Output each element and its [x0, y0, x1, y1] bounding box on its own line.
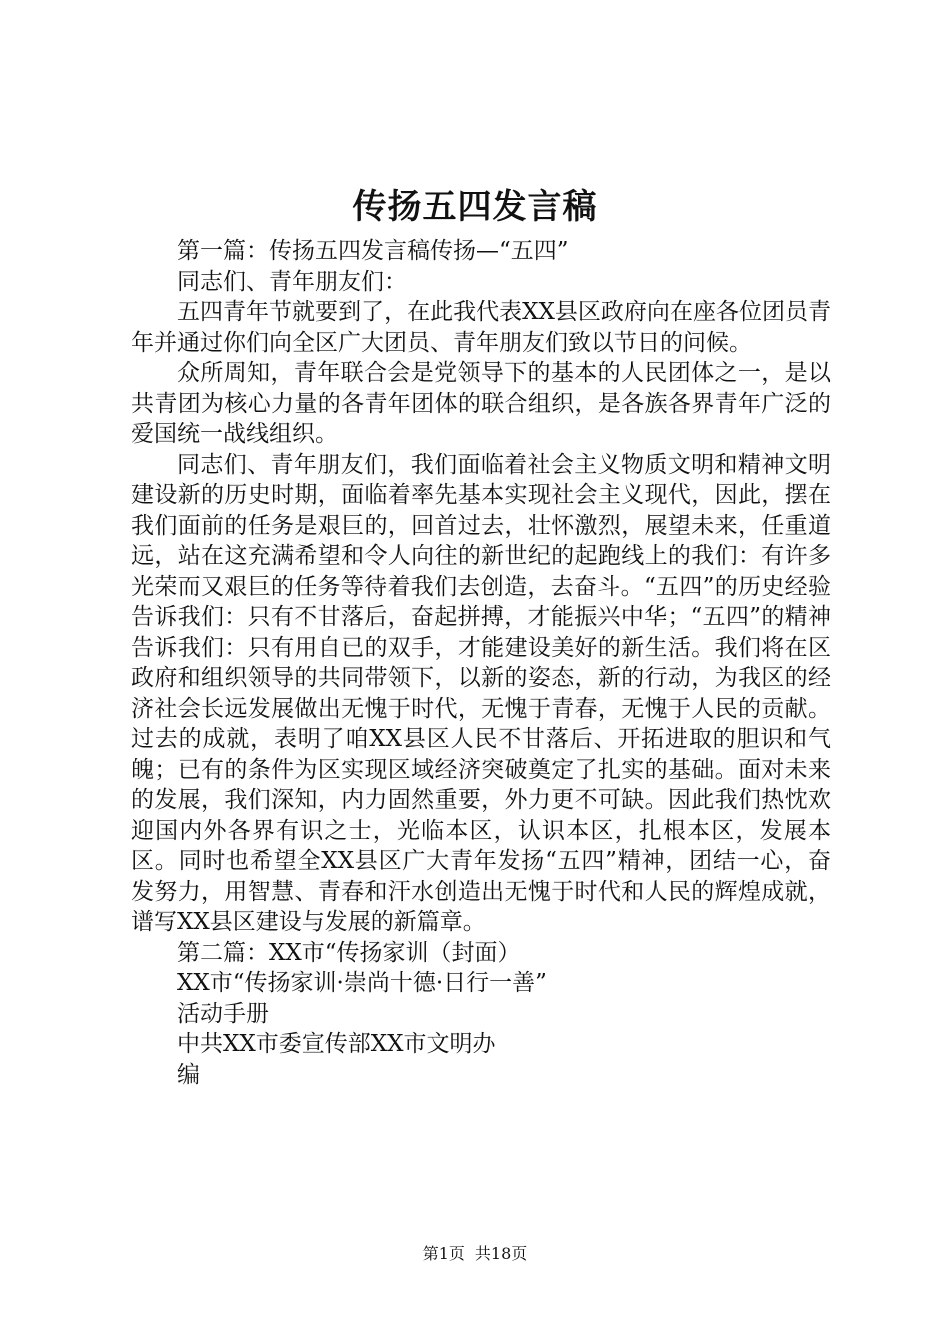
section-one-heading: 第一篇：传扬五四发言稿传扬—“五四”: [177, 238, 569, 264]
page-number: 第1页: [422, 1244, 465, 1263]
paragraph-youth-federation: 众所周知，青年联合会是党领导下的基本的人民团体之一，是以共青团为核心力量的各青年团体的联合组织，是各族各界青年广泛的爱国统一战线组织。: [131, 360, 831, 447]
document-title: 传扬五四发言稿: [352, 187, 598, 227]
section-two-handbook: 活动手册: [177, 1000, 269, 1027]
section-two-heading: 第二篇：XX市“传扬家训（封面）: [177, 939, 521, 966]
page-total: 共18页: [474, 1244, 528, 1263]
salutation: 同志们、青年朋友们：: [177, 268, 407, 295]
paragraph-main-speech: 同志们、青年朋友们，我们面临着社会主义物质文明和精神文明建设新的历史时期，面临着率先基本实现社会主义现代，因此，摆在我们面前的任务是艰巨的，回首过去，壮怀激烈，展望未来，任重道远，站在这充满希望和令人向往的新世纪的起跑线上的我们：有许多光荣而又艰巨的任务等待着我们去创造，去奋斗。“五四”的历史经验告诉我们：只有不甘落后，奋起拼搏，才能振兴中华；“五四”的精神告诉我们：只有用自已的双手，才能建设美好的新生活。我们将在区政府和组织领导的共同带领下，以新的姿态，新的行动，为我区的经济社会长远发展做出无愧于时代，无愧于青春，无愧于人民的贡献。过去的成就，表明了咱XX县区人民不甘落后、开拓进取的胆识和气魄；已有的条件为区实现区域经济突破奠定了扎实的基础。面对未来的发展，我们深知，内力固然重要，外力更不可缺。因此我们热忱欢迎国内外各界有识之士，光临本区，认识本区，扎根本区，发展本区。同时也希望全XX县区广大青年发扬“五四”精神，团结一心，奋发努力，用智慧、青春和汗水创造出无愧于时代和人民的辉煌成就，谱写XX县区建设与发展的新篇章。: [131, 451, 831, 935]
document-body: [131, 236, 831, 1090]
page-footer: [0, 1243, 950, 1265]
section-two-editor: 中共XX市委宣传部XX市文明办: [177, 1031, 496, 1057]
section-two-edit-mark: 编: [177, 1061, 200, 1088]
paragraph-greeting: 五四青年节就要到了，在此我代表XX县区政府向在座各位团员青年并通过你们向全区广大团员、青年朋友们致以节日的问候。: [131, 299, 831, 356]
section-two-subtitle: XX市“传扬家训·崇尚十德·日行一善”: [177, 970, 547, 996]
